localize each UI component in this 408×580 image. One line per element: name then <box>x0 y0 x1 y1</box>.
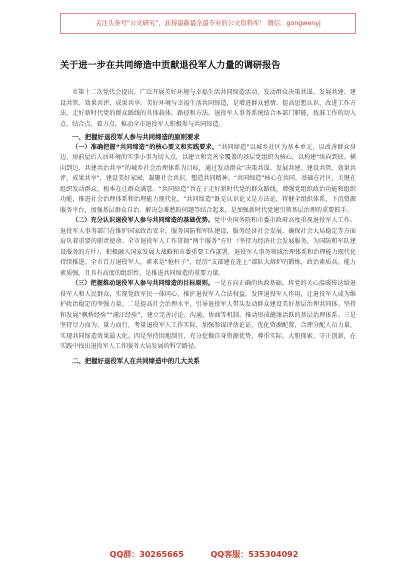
qq-service: QQ客服：535304092 <box>210 550 299 559</box>
qq-group: QQ群：30265665 <box>109 550 184 559</box>
section-1-sub-2-text: 党中央国务院和市委市政府高度重视退役军人工作。退役军人事务部门在维护国家政治安全、服务国防和军队建设，服务经济社会发展，确保社会大局稳定等方面肩负着重要的职责使命。全市退役军人工作贯彻“两个服务”方针（坚持为经济社会发展服务，为国防和军队建设服务的方针），积极融入国家发展大战略和市委重要工作部署，退役军人事务领域治理体系和治理能力现代化持续推进。全市百万退役军人，素来是“枪杆子”，经历“支部建在连上”部队大熔炉的锻炼，政治素质高、能力素质强，且具有高度的组织性，是推进共同缔造的重要力量。 <box>60 217 356 277</box>
section-1-sub-2-title: （二）充分认识退役军人参与共同缔造的基础优势。 <box>72 217 215 224</box>
header-banner: 关注头条号“公文研究”，获得最新最全最专业的公文资料库！ 微信：gongwenyj <box>60 13 356 34</box>
section-1-paragraph-3 <box>60 279 356 353</box>
contact-footer <box>0 547 408 563</box>
section-1-sub-3-title: （三）把握推动退役军人参与共同缔造的目标原则。 <box>72 280 215 287</box>
section-2-heading: 二、把握好退役军人在共同缔造中的几大关系 <box>72 356 200 365</box>
intro-paragraph: 市第十二次党代会提出，广泛开展美好环境与幸福生活共同缔造活动，发动群众决策共谋、发展共建、建设共管、效果共评、成果共享。美好环境与幸福生活共同缔造，是增进群众感情、提高思想认识、改进工作方法，走好新时代党的群众路线的具体载体、路径和方法。退役军人事务系统结合本部门职能，找准工作的切入点、结合点、着力点，推动全市退役军人积极参与共同缔造。 <box>60 89 356 128</box>
document-body <box>60 60 356 536</box>
section-1-sub-3-text: 一是方向正确的执政基础。将党的关心温暖传达给退役军人和人民群众，实现党政军民一体同心，推护退役军人合法权益，发挥退役军人作用，让退役军人成为维护政治稳定的坚强力量。二是提高社会治理水平，引导退役军人带头发动群众建设美好基层治理共同体。坚持和发展“枫桥经验”“浦江经验”，建立完善讨论、沟通、协商等机制，推动形成健康活跃的基层治理体系。三是坚持尽力而为、量力而行，考量退役军人工作实际，加强参谋评估论证，优化资源配置，合理分配人员力量，实现共同缔造效果最大化。四是坚持因地制宜，充分挖掘自身资源优势，尊重实际、大胆探索、守正创新，在实践中找出退役军人工作服务大局发展的科学路径。 <box>60 280 356 350</box>
section-1-paragraph-1 <box>60 143 356 217</box>
section-1-heading: 一、把握好退役军人参与共同缔造的原则要求 <box>72 133 200 141</box>
section-1-sub-1-title: （一）准确把握“共同缔造”的核心要义和实践要求。 <box>72 143 219 151</box>
section-1-paragraph-2 <box>60 216 356 279</box>
section-1-sub-1-text: “共同缔造”以城乡社区为基本单元，以改善群众身边、房前屋后人居环境的实事小事为切入点，以建立和完善全覆盖的基层党组织为核心，以构建“纵向到底、横向到边、共建共治共享”的城乡社会治理体系为目标，通过发动群众“决策共谋、发展共建、建设共管、效果共评、成果共享”，建设美好家园，凝聚社会共识，塑造共同精神。“共同缔造”核心在共同，基础在社区，关键在组织发动群众，根本在让群众满意。“共同缔造”旨在于走好新时代党的群众路线，增强党组织政治功能和组织功能，推进社会治理体系和治理能力现代化。“共同缔造”既是认识论又是方法论，将健全组织体系、下沉资源服务平台，加强基层群众自治，解决急难愁盼问题等结合起来，是加强新时代党建引领基层治理的重要抓手。 <box>60 143 356 214</box>
document-title: 关于进一步在共同缔造中贡献退役军人力量的调研报告 <box>60 60 281 71</box>
